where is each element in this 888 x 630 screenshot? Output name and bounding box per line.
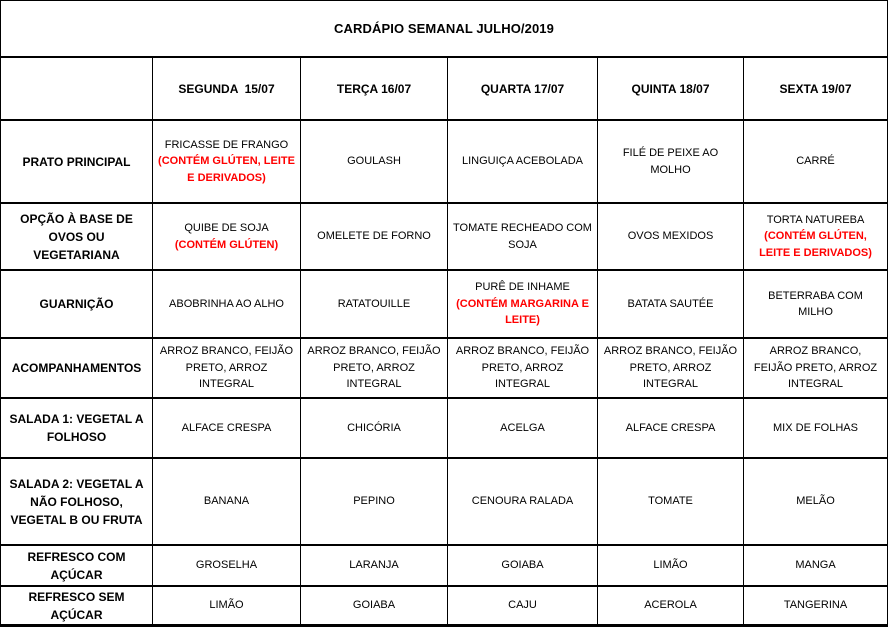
dish-text: MANGA	[795, 559, 836, 572]
dish-text: QUIBE DE SOJA	[184, 222, 269, 234]
dish-text: BANANA	[203, 495, 250, 508]
dish-text: BATATA SAUTÉE	[627, 297, 714, 310]
cell-refresco-com-quarta	[448, 546, 598, 587]
row-label-text: SALADA 2: VEGETAL A NÃO FOLHOSO, VEGETAL B OU FRUTA	[9, 476, 147, 527]
header-sexta	[744, 58, 887, 121]
cell-refresco-sem-terca	[301, 587, 448, 624]
row-label-text: SALADA 1: VEGETAL A FOLHOSO	[9, 412, 147, 444]
dish-text: OVOS MEXIDOS	[627, 230, 714, 243]
header-segunda-label: SEGUNDA 15/07	[178, 81, 275, 96]
dish-text: GOIABA	[352, 599, 396, 612]
cell-refresco-sem-quinta	[598, 587, 744, 624]
header-terca	[301, 58, 448, 121]
row-label-guarnicao	[1, 271, 153, 339]
dish-text: ABOBRINHA AO ALHO	[169, 297, 284, 310]
allergen-note: (CONTÉM GLÚTEN)	[174, 238, 279, 251]
row-label-text: OPÇÃO À BASE DE OVOS OU VEGETARIANA	[20, 211, 137, 262]
row-label-text: GUARNIÇÃO	[39, 297, 114, 311]
cell-refresco-com-sexta	[744, 546, 887, 587]
cell-guarnicao-sexta	[744, 271, 887, 339]
cell-salada2-sexta	[744, 459, 887, 546]
dish-text: CHICÓRIA	[347, 421, 401, 434]
cell-salada1-segunda	[153, 399, 301, 459]
cell-prato-principal-segunda	[153, 121, 301, 204]
cell-acompanhamentos-quarta	[448, 339, 598, 399]
cell-salada1-terca	[301, 399, 448, 459]
dish-text: PURÊ DE INHAME	[475, 281, 570, 294]
header-sexta-label: SEXTA 19/07	[779, 81, 852, 96]
dish-text: FRICASSE DE FRANGO	[164, 138, 289, 151]
dish-text: TOMATE	[648, 495, 693, 508]
allergen-note: (CONTÉM GLÚTEN, LEITE E DERIVADOS)	[158, 155, 298, 184]
row-label-refresco-sem-acucar	[1, 587, 153, 624]
header-terca-label: TERÇA 16/07	[336, 81, 412, 96]
dish-text: OMELETE DE FORNO	[317, 230, 431, 243]
dish-text: FILÉ DE PEIXE AO MOLHO	[622, 147, 722, 176]
dish-text: GOIABA	[501, 559, 544, 572]
dish-text: ACELGA	[500, 421, 545, 434]
cell-opcao-quarta	[448, 204, 598, 271]
cell-acompanhamentos-quinta	[598, 339, 744, 399]
dish-text: MELÃO	[796, 495, 835, 508]
dish-text: GROSELHA	[195, 559, 258, 572]
menu-grid	[1, 58, 887, 624]
dish-text: ARROZ BRANCO, FEIJÃO PRETO, ARROZ INTEGRAL	[753, 345, 881, 391]
dish-text: BETERRABA COM MILHO	[768, 289, 869, 318]
corner-cell	[1, 58, 153, 121]
row-label-opcao-vegetariana	[1, 204, 153, 271]
dish-text: ACEROLA	[644, 599, 697, 612]
cell-opcao-segunda	[153, 204, 301, 271]
cell-refresco-sem-sexta	[744, 587, 887, 624]
dish-text: ARROZ BRANCO, FEIJÃO PRETO, ARROZ INTEGRAL	[159, 345, 297, 391]
cell-salada1-sexta	[744, 399, 887, 459]
row-label-text: REFRESCO SEM AÇÚCAR	[28, 589, 128, 622]
cell-prato-principal-quinta	[598, 121, 744, 204]
dish-text: LARANJA	[349, 559, 399, 572]
header-quarta-label: QUARTA 17/07	[480, 81, 565, 96]
header-quarta	[448, 58, 598, 121]
cell-opcao-terca	[301, 204, 448, 271]
header-quinta-label: QUINTA 18/07	[631, 81, 710, 96]
cell-acompanhamentos-sexta	[744, 339, 887, 399]
cell-refresco-com-terca	[301, 546, 448, 587]
cell-salada2-segunda	[153, 459, 301, 546]
dish-text: RATATOUILLE	[337, 297, 411, 310]
cell-acompanhamentos-terca	[301, 339, 448, 399]
cell-prato-principal-quarta	[448, 121, 598, 204]
row-label-prato-principal	[1, 121, 153, 204]
row-label-salada2	[1, 459, 153, 546]
cell-refresco-sem-segunda	[153, 587, 301, 624]
dish-text: LINGUIÇA ACEBOLADA	[461, 155, 584, 168]
cell-guarnicao-terca	[301, 271, 448, 339]
page-title: CARDÁPIO SEMANAL JULHO/2019	[1, 1, 887, 58]
header-segunda	[153, 58, 301, 121]
dish-text: PEPINO	[353, 495, 395, 508]
dish-text: TANGERINA	[783, 599, 848, 612]
dish-text: CARRÉ	[796, 155, 835, 168]
cell-guarnicao-quarta	[448, 271, 598, 339]
row-label-text: PRATO PRINCIPAL	[22, 154, 131, 169]
dish-text: TOMATE RECHEADO COM SOJA	[453, 222, 596, 251]
dish-text: ALFACE CRESPA	[181, 421, 272, 434]
dish-text: ARROZ BRANCO, FEIJÃO PRETO, ARROZ INTEGRAL	[307, 345, 444, 391]
cell-opcao-sexta	[744, 204, 887, 271]
cell-refresco-com-quinta	[598, 546, 744, 587]
cell-acompanhamentos-segunda	[153, 339, 301, 399]
dish-text: GOULASH	[347, 155, 401, 168]
row-label-acompanhamentos	[1, 339, 153, 399]
cell-refresco-com-segunda	[153, 546, 301, 587]
dish-text: CENOURA RALADA	[471, 495, 574, 508]
dish-text: LIMÃO	[209, 599, 244, 612]
cell-salada2-quarta	[448, 459, 598, 546]
header-quinta	[598, 58, 744, 121]
cell-opcao-quinta	[598, 204, 744, 271]
cell-salada1-quarta	[448, 399, 598, 459]
cell-salada2-quinta	[598, 459, 744, 546]
dish-text: ALFACE CRESPA	[625, 421, 716, 434]
cell-salada1-quinta	[598, 399, 744, 459]
dish-text: CAJU	[508, 599, 537, 612]
cell-refresco-sem-quarta	[448, 587, 598, 624]
cell-guarnicao-quinta	[598, 271, 744, 339]
allergen-note: (CONTÉM MARGARINA E LEITE)	[456, 297, 592, 327]
dish-text: ARROZ BRANCO, FEIJÃO PRETO, ARROZ INTEGRAL	[603, 345, 741, 391]
allergen-note: (CONTÉM GLÚTEN, LEITE E DERIVADOS)	[759, 230, 872, 259]
cell-prato-principal-sexta	[744, 121, 887, 204]
dish-text: LIMÃO	[653, 559, 688, 572]
row-label-text: REFRESCO COM AÇÚCAR	[27, 549, 129, 582]
row-label-text: ACOMPANHAMENTOS	[11, 361, 142, 375]
row-label-salada1	[1, 399, 153, 459]
dish-text: TORTA NATUREBA	[766, 213, 865, 226]
cell-prato-principal-terca	[301, 121, 448, 204]
cell-salada2-terca	[301, 459, 448, 546]
dish-text: ARROZ BRANCO, FEIJÃO PRETO, ARROZ INTEGRAL	[455, 345, 593, 391]
dish-text: MIX DE FOLHAS	[773, 421, 858, 434]
cell-guarnicao-segunda	[153, 271, 301, 339]
row-label-refresco-com-acucar	[1, 546, 153, 587]
